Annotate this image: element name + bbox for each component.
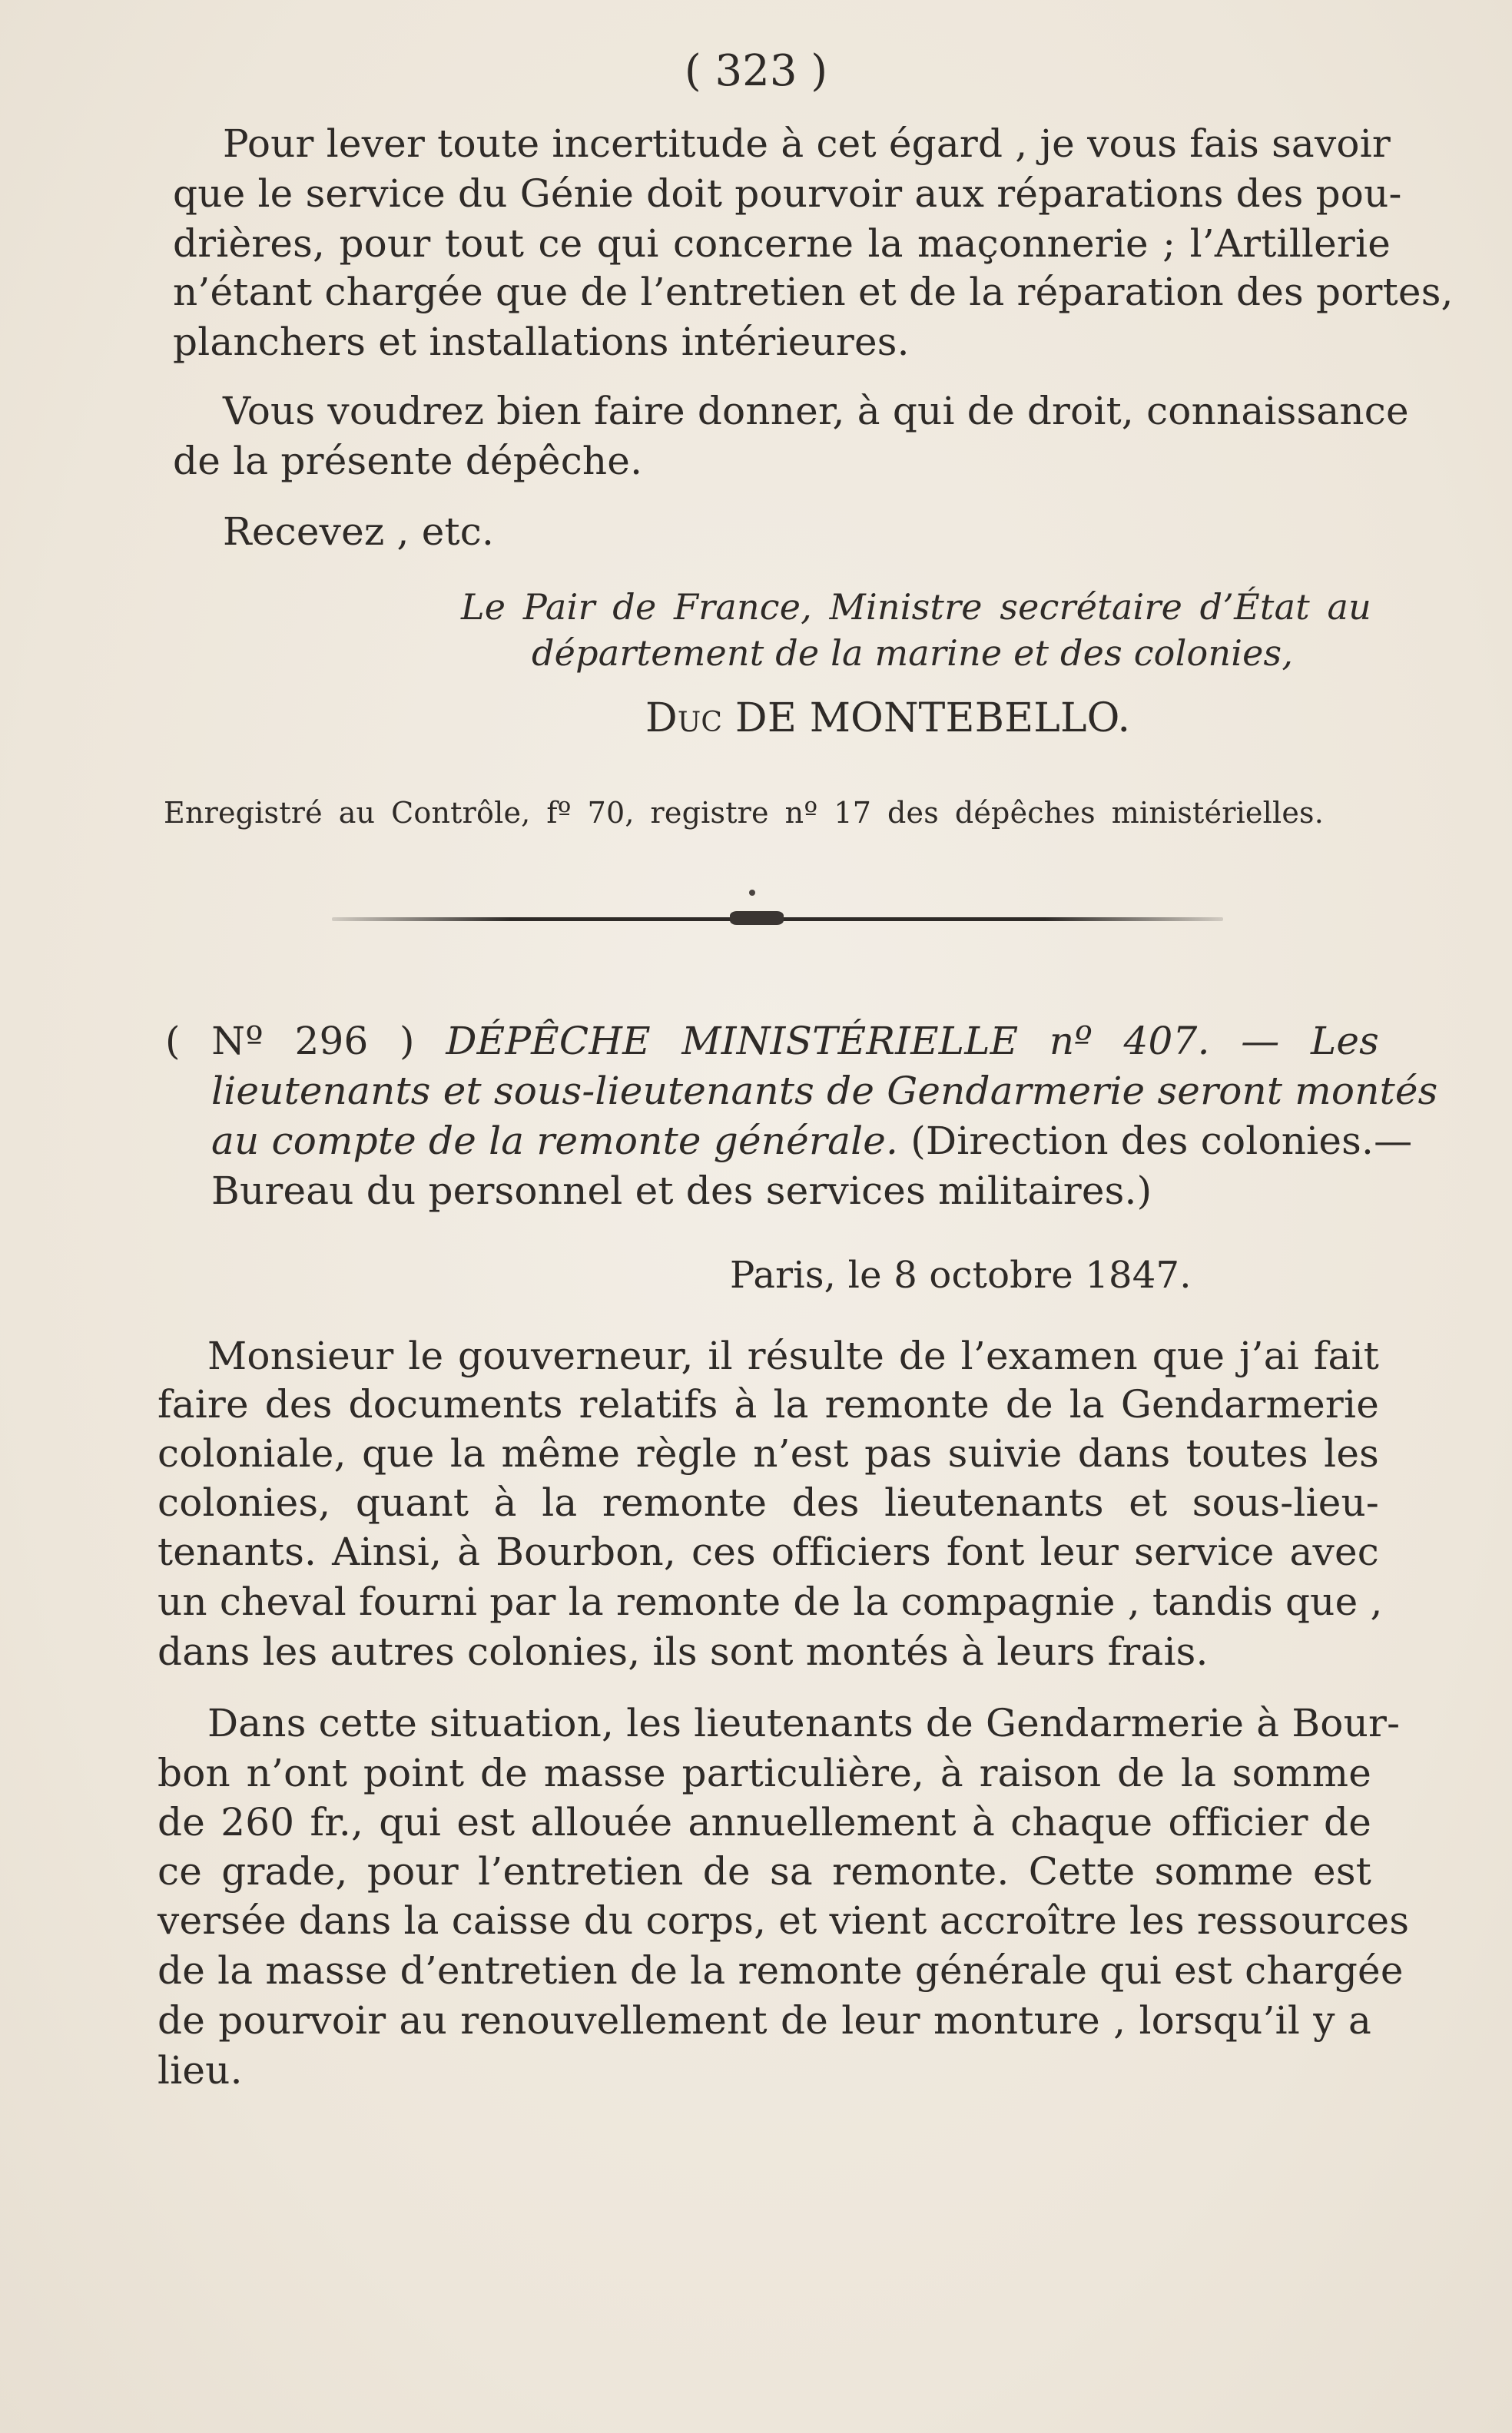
text-line: Dans cette situation, les lieutenants de Gendarmerie à Bour- [207,1701,1401,1745]
text-line: un cheval fourni par la remonte de la compagnie , tandis que , [158,1579,1383,1624]
page-number: ( 323 ) [684,46,828,96]
text-line: dans les autres colonies, ils sont montés à leurs frais. [158,1629,1209,1674]
registration-note: Enregistré au Contrôle, fº 70, registre nº 17 des dépêches ministérielles. [164,796,1324,830]
text-line: drières, pour tout ce qui concerne la maçonnerie ; l’Artillerie [173,221,1391,266]
signature-title-line: Le Pair de France, Ministre secrétaire d’État au [461,586,1371,628]
text-line: de la masse d’entretien de la remonte générale qui est chargée [158,1948,1404,1993]
heading-direction: (Direction des colonies.— [910,1119,1413,1163]
dateline: Paris, le 8 octobre 1847. [730,1254,1192,1297]
heading-line-4: Bureau du personnel et des services militaires.) [211,1168,1152,1213]
text-line: versée dans la caisse du corps, et vient accroître les ressources [158,1898,1410,1943]
text-line: Vous voudrez bien faire donner, à qui de droit, connaissance [223,389,1409,433]
text-line: de 260 fr., qui est allouée annuellement à chaque officier de [158,1800,1371,1845]
text-line: ce grade, pour l’entretien de sa remonte. Cette somme est [158,1849,1371,1894]
text-line: bon n’ont point de masse particulière, à raison de la somme [158,1751,1371,1795]
signatory-surname: DE MONTEBELLO. [734,695,1131,741]
heading-line-2: lieutenants et sous-lieutenants de Gendarmerie seront montés [211,1069,1438,1113]
text-line: colonies, quant à la remonte des lieutenants et sous-lieu- [158,1480,1379,1525]
ornament-dot [749,890,755,896]
text-line: coloniale, que la même règle n’est pas suivie dans toutes les [158,1431,1379,1476]
divider-ornament [730,911,784,925]
signatory-prefix: Duc [645,695,723,741]
heading-subject: au compte de la remonte générale. [211,1119,899,1163]
text-line: lieu. [158,2048,243,2093]
text-line: que le service du Génie doit pourvoir aux réparations des pou- [173,171,1402,216]
text-line: planchers et installations intérieures. [173,320,910,364]
text-line: de pourvoir au renouvellement de leur monture , lorsqu’il y a [158,1998,1371,2043]
heading-line-3 [211,1118,1412,1164]
text-line: Pour lever toute incertitude à cet égard , je vous fais savoir [223,121,1391,166]
dispatch-number: ( Nº 296 ) [165,1019,415,1063]
closing-formula: Recevez , etc. [223,509,495,554]
signatory-name [645,695,1130,741]
text-line: de la présente dépêche. [173,439,643,483]
signature-title-line: département de la marine et des colonies, [532,632,1294,674]
text-line: tenants. Ainsi, à Bourbon, ces officiers font leur service avec [158,1530,1379,1574]
text-line: n’étant chargée que de l’entretien et de la réparation des portes, [173,270,1454,314]
heading-line-1 [165,1018,1379,1064]
dispatch-title: DÉPÊCHE MINISTÉRIELLE nº 407. — Les [446,1019,1380,1063]
text-line: faire des documents relatifs à la remonte de la Gendarmerie [158,1382,1379,1427]
text-line: Monsieur le gouverneur, il résulte de l’examen que j’ai fait [207,1334,1379,1378]
